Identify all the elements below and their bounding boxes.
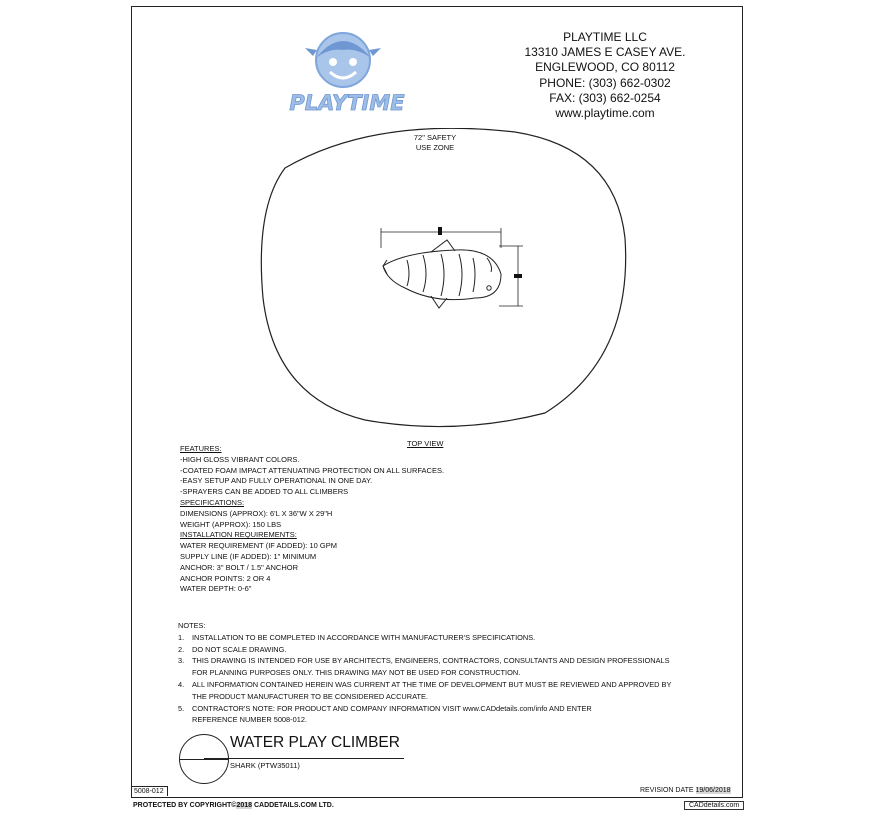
shark-top-view-diagram: [255, 128, 635, 438]
note-item: 2. DO NOT SCALE DRAWING.: [178, 644, 287, 654]
company-fax: FAX: (303) 662-0254: [549, 90, 661, 105]
copyright-notice: PROTECTED BY COPYRIGHT©2018 CADDETAILS.COM LTD.: [133, 802, 334, 809]
note-continuation: FOR PLANNING PURPOSES ONLY. THIS DRAWING MAY NOT BE USED FOR CONSTRUCTION.: [192, 668, 521, 678]
drawing-title: WATER PLAY CLIMBER: [230, 734, 400, 751]
company-name: PLAYTIME LLC: [563, 30, 647, 44]
company-city: ENGLEWOOD, CO 80112: [535, 60, 675, 75]
spec-item: DIMENSIONS (APPROX): 6'L X 36"W X 29"H: [180, 508, 333, 518]
note-item: 1. INSTALLATION TO BE COMPLETED IN ACCORDANCE WITH MANUFACTURER'S SPECIFICATIONS.: [178, 632, 536, 642]
company-address: 13310 JAMES E CASEY AVE.: [524, 45, 686, 60]
playtime-logo: [283, 26, 413, 123]
note-item: 5. CONTRACTOR'S NOTE: FOR PRODUCT AND COMPANY INFORMATION VISIT www.CADdetails.com/info AND ENTER: [178, 703, 592, 713]
installation-item: SUPPLY LINE (IF ADDED): 1" MINIMUM: [180, 551, 317, 561]
installation-item: ANCHOR POINTS: 2 OR 4: [180, 573, 271, 583]
feature-item: -SPRAYERS CAN BE ADDED TO ALL CLIMBERS: [180, 487, 349, 497]
spec-item: WEIGHT (APPROX): 150 LBS: [180, 519, 282, 529]
revision-date: REVISION DATE 19/06/2018: [640, 787, 731, 794]
notes-block: [178, 620, 671, 726]
specifications-heading: SPECIFICATIONS:: [180, 497, 245, 507]
reference-code: 5008-012: [131, 786, 168, 796]
company-info: [500, 30, 710, 121]
title-underline: [204, 758, 404, 759]
safety-zone-label: 72" SAFETY USE ZONE: [413, 133, 457, 152]
feature-item: -HIGH GLOSS VIBRANT COLORS.: [180, 454, 300, 464]
shark-outline: [383, 240, 501, 308]
note-item: 4. ALL INFORMATION CONTAINED HEREIN WAS CURRENT AT THE TIME OF DEVELOPMENT BUT MUST BE REVIEWED AND APPROVED BY: [178, 679, 672, 689]
note-continuation: REFERENCE NUMBER 5008-012.: [192, 715, 308, 725]
specifications-block: [180, 444, 444, 595]
logo-wordmark: PLAYTIME: [289, 91, 405, 115]
title-bubble: [179, 734, 229, 784]
width-dimension-tick: [438, 227, 442, 235]
installation-item: WATER REQUIREMENT (IF ADDED): 10 GPM: [180, 541, 337, 551]
feature-item: -EASY SETUP AND FULLY OPERATIONAL IN ONE DAY.: [180, 476, 373, 486]
company-phone: PHONE: (303) 662-0302: [539, 75, 671, 90]
features-heading: FEATURES:: [180, 444, 222, 453]
company-website[interactable]: www.playtime.com: [555, 106, 655, 121]
installation-item: WATER DEPTH: 0-6": [180, 584, 252, 594]
note-continuation: THE PRODUCT MANUFACTURER TO BE CONSIDERED ACCURATE.: [192, 691, 428, 701]
caddetails-badge[interactable]: CADdetails.com: [684, 801, 744, 810]
installation-item: ANCHOR: 3" BOLT / 1.5" ANCHOR: [180, 562, 298, 572]
top-view-label: TOP VIEW: [407, 439, 444, 448]
notes-heading: NOTES:: [178, 621, 206, 630]
installation-heading: INSTALLATION REQUIREMENTS:: [180, 530, 297, 540]
height-dimension-tick: [514, 274, 522, 278]
note-item: 3. THIS DRAWING IS INTENDED FOR USE BY ARCHITECTS, ENGINEERS, CONTRACTORS, CONSULTANTS AND DESIGN PROFESSIONALS: [178, 656, 670, 666]
feature-item: -COATED FOAM IMPACT ATTENUATING PROTECTION ON ALL SURFACES.: [180, 465, 445, 475]
drawing-subtitle: SHARK (PTW35011): [230, 761, 300, 770]
